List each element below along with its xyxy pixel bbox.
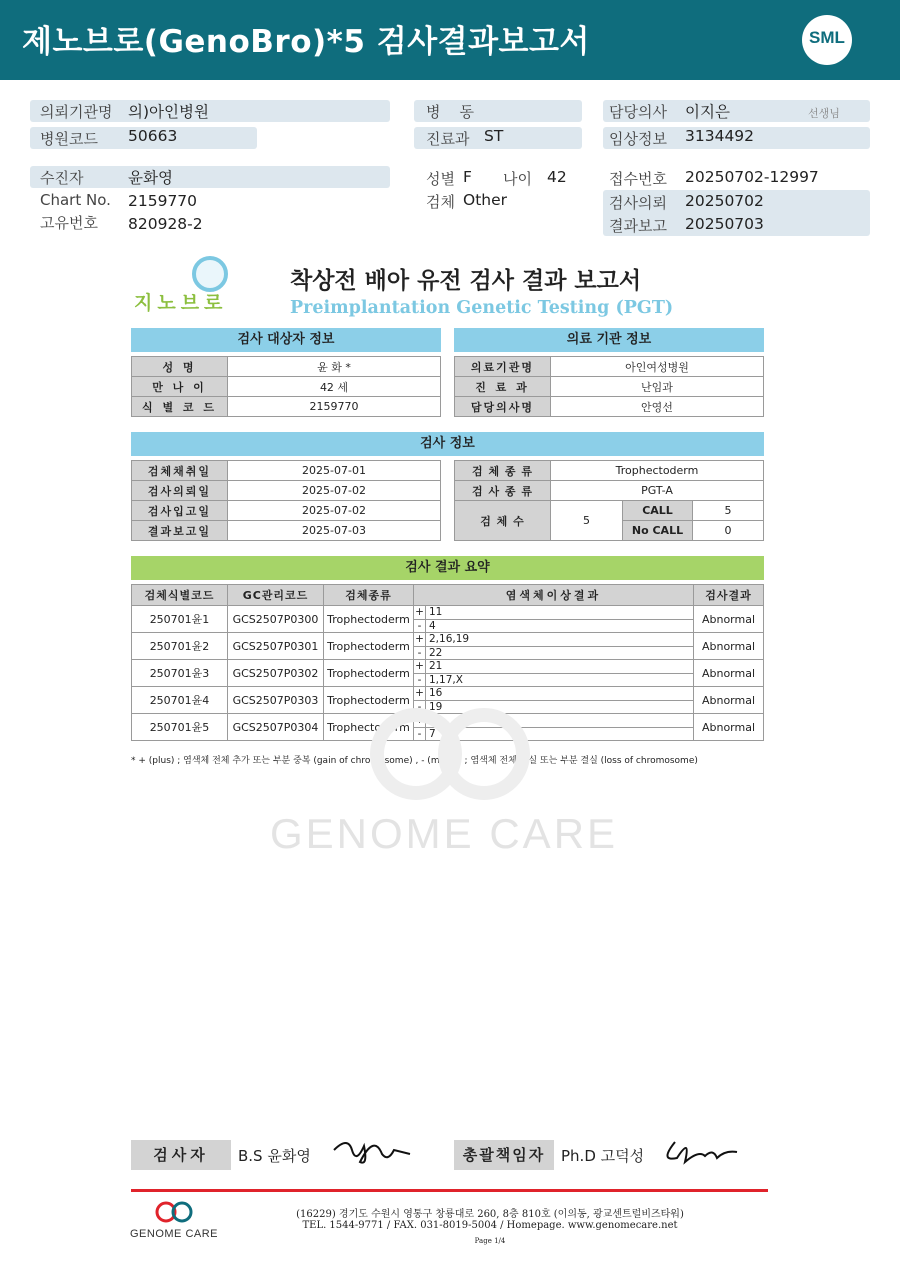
report-date-value-2: 2025-07-03	[228, 521, 441, 541]
plus-sign: +	[414, 687, 426, 700]
genobro-logo-icon	[192, 256, 228, 292]
receipt-label: 접수번호	[609, 170, 667, 188]
genobro-logo-text: 지노브로	[134, 292, 228, 314]
genome-care-logo-icon	[152, 1200, 196, 1224]
dept-value: ST	[484, 127, 504, 145]
page-number: Page 1/4	[474, 1237, 506, 1245]
call-value: 5	[693, 501, 764, 521]
institution-dept-value: 난임과	[551, 377, 764, 397]
institution-doctor-label: 담당의사명	[455, 397, 551, 417]
specimen-type: Trophectoderm	[324, 633, 414, 660]
tester-signature	[330, 1132, 415, 1168]
loss-value: 22	[429, 647, 443, 659]
test-type-value: PGT-A	[551, 481, 764, 501]
loss-value: 19	[429, 701, 443, 713]
tester-label: 검사자	[131, 1140, 231, 1170]
specimen-code: 250701윤3	[132, 660, 228, 687]
minus-sign: -	[414, 620, 426, 632]
doctor-suffix: 선생님	[808, 107, 840, 120]
gain-value: 2,16,19	[429, 633, 470, 645]
plus-sign: +	[414, 660, 426, 673]
summary-table	[131, 584, 764, 741]
plus-sign: +	[414, 714, 426, 727]
institution-table	[454, 356, 764, 417]
hospital-code-label: 병원코드	[40, 130, 98, 148]
report-header	[0, 0, 900, 80]
footer-contact: TEL. 1544-9771 / FAX. 031-8019-5004 / Homepage. www.genomecare.net	[302, 1220, 678, 1231]
summary-footnote: * + (plus) ; 염색체 전체 추가 또는 부분 중복 (gain of chromosome) , - (minus) ; 염색체 전체 소실 또는 부분 결실 (loss of chromosome)	[131, 756, 698, 766]
test-result: Abnormal	[694, 660, 764, 687]
institution-section-header: 의료 기관 정보	[454, 328, 764, 352]
gain-value: 11	[429, 606, 443, 618]
sml-logo	[802, 15, 852, 65]
collect-date-value: 2025-07-01	[228, 461, 441, 481]
table-row	[132, 606, 764, 633]
table-row	[132, 633, 764, 660]
gc-code: GCS2507P0302	[228, 660, 324, 687]
collect-date-label: 검체채취일	[132, 461, 228, 481]
receipt-value: 20250702-12997	[685, 168, 819, 186]
doctor-label: 담당의사	[609, 103, 667, 121]
loss-value: 1,17,X	[429, 674, 463, 686]
col-gc-code: GC관리코드	[228, 585, 324, 606]
specimen-label: 검체	[426, 193, 455, 211]
col-specimen-type: 검체종류	[324, 585, 414, 606]
received-date-value: 2025-07-02	[228, 501, 441, 521]
ward-label: 병 동	[426, 103, 475, 121]
institution-dept-label: 진 료 과	[455, 377, 551, 397]
director-name: Ph.D 고덕성	[561, 1147, 645, 1165]
chart-value: 2159770	[128, 192, 198, 210]
specimen-value: Other	[463, 191, 508, 209]
test-result: Abnormal	[694, 687, 764, 714]
age-value: 42	[547, 168, 567, 186]
specimen-code: 250701윤2	[132, 633, 228, 660]
gain-value: 16	[429, 687, 443, 699]
minus-sign: -	[414, 674, 426, 686]
chromosome-result	[414, 633, 694, 660]
request-date-label: 검사의뢰일	[132, 481, 228, 501]
institution-name-value: 아인여성병원	[551, 357, 764, 377]
report-date-label: 결과보고	[609, 217, 667, 235]
specimen-count-value: 5	[551, 501, 623, 541]
specimen-type-value: Trophectoderm	[551, 461, 764, 481]
gc-code: GCS2507P0303	[228, 687, 324, 714]
nocall-value: 0	[693, 521, 764, 541]
chart-label: Chart No.	[40, 191, 111, 209]
summary-section-header: 검사 결과 요약	[131, 556, 764, 580]
subject-age-value: 42 세	[228, 377, 441, 397]
minus-sign: -	[414, 701, 426, 713]
test-info-section-header: 검사 정보	[131, 432, 764, 456]
sml-logo-text: SML	[809, 28, 845, 47]
specimen-code: 250701윤5	[132, 714, 228, 741]
footer-address: (16229) 경기도 수원시 영통구 창룡대로 260, 8층 810호 (이의동, 광교센트럴비즈타워)	[296, 1209, 684, 1220]
table-row	[132, 687, 764, 714]
request-value: 20250702	[685, 192, 764, 210]
footer-divider	[131, 1189, 768, 1192]
report-header-title: 제노브로(GenoBro)*5 검사결과보고서	[22, 24, 590, 60]
director-label: 총괄책임자	[454, 1140, 554, 1170]
test-result: Abnormal	[694, 714, 764, 741]
col-specimen-code: 검체식별코드	[132, 585, 228, 606]
loss-value: 4	[429, 620, 436, 632]
test-type-table	[454, 460, 764, 541]
subject-idcode-label: 식 별 코 드	[132, 397, 228, 417]
subject-section-header: 검사 대상자 정보	[131, 328, 441, 352]
name-label: 수진자	[40, 169, 84, 187]
plus-sign: +	[414, 633, 426, 646]
plus-sign: +	[414, 606, 426, 619]
genobro-logo	[132, 254, 244, 314]
loss-value: 7	[429, 728, 436, 740]
minus-sign: -	[414, 647, 426, 659]
specimen-type: Trophectoderm	[324, 687, 414, 714]
specimen-count-label: 검 체 수	[455, 501, 551, 541]
report-title: 착상전 배아 유전 검사 결과 보고서	[290, 268, 642, 294]
tester-name: B.S 윤화영	[238, 1147, 311, 1165]
gc-code: GCS2507P0304	[228, 714, 324, 741]
specimen-code: 250701윤1	[132, 606, 228, 633]
watermark-logo-icon-2	[438, 708, 530, 800]
test-result: Abnormal	[694, 606, 764, 633]
id-value: 820928-2	[128, 215, 203, 233]
specimen-code: 250701윤4	[132, 687, 228, 714]
report-subtitle: Preimplantation Genetic Testing (PGT)	[290, 298, 674, 318]
gain-value: 21	[429, 660, 443, 672]
subject-table	[131, 356, 441, 417]
subject-idcode-value: 2159770	[228, 397, 441, 417]
subject-name-value: 윤 화 *	[228, 357, 441, 377]
specimen-type: Trophectoderm	[324, 660, 414, 687]
id-label: 고유번호	[40, 214, 98, 232]
received-date-label: 검사입고일	[132, 501, 228, 521]
request-date-value: 2025-07-02	[228, 481, 441, 501]
name-row-bg	[30, 166, 390, 188]
table-row	[132, 660, 764, 687]
subject-age-label: 만 나 이	[132, 377, 228, 397]
report-date-value: 20250703	[685, 215, 764, 233]
institution-doctor-value: 안영선	[551, 397, 764, 417]
col-chromosome-result: 염색체이상결과	[414, 585, 694, 606]
gain-value: 19	[429, 714, 443, 726]
genome-care-logo-text: GENOME CARE	[130, 1228, 219, 1240]
name-value: 윤화영	[128, 169, 173, 187]
specimen-type: Trophectoderm	[324, 606, 414, 633]
sex-value: F	[463, 168, 472, 186]
test-result: Abnormal	[694, 633, 764, 660]
institution-name-label: 의료기관명	[455, 357, 551, 377]
clinical-value: 3134492	[685, 127, 755, 145]
nocall-label: No CALL	[623, 521, 693, 541]
age-label: 나이	[503, 170, 532, 188]
gc-code: GCS2507P0301	[228, 633, 324, 660]
chromosome-result	[414, 687, 694, 714]
specimen-type-label: 검 체 종 류	[455, 461, 551, 481]
col-test-result: 검사결과	[694, 585, 764, 606]
hospital-label: 의뢰기관명	[40, 103, 113, 121]
clinical-label: 임상정보	[609, 130, 667, 148]
specimen-type: Trophectoderm	[324, 714, 414, 741]
hospital-value: 의)아인병원	[128, 103, 209, 121]
report-date-label-2: 결과보고일	[132, 521, 228, 541]
gc-code: GCS2507P0300	[228, 606, 324, 633]
minus-sign: -	[414, 728, 426, 740]
sex-label: 성별	[426, 170, 455, 188]
test-type-label: 검 사 종 류	[455, 481, 551, 501]
chromosome-result	[414, 606, 694, 633]
hospital-code-value: 50663	[128, 127, 178, 145]
test-dates-table	[131, 460, 441, 541]
request-label: 검사의뢰	[609, 194, 667, 212]
chromosome-result	[414, 660, 694, 687]
director-signature	[655, 1132, 740, 1168]
dept-label: 진료과	[426, 130, 470, 148]
doctor-value: 이지은	[685, 103, 730, 121]
subject-name-label: 성 명	[132, 357, 228, 377]
watermark-text: GENOME CARE	[270, 810, 619, 857]
call-label: CALL	[623, 501, 693, 521]
